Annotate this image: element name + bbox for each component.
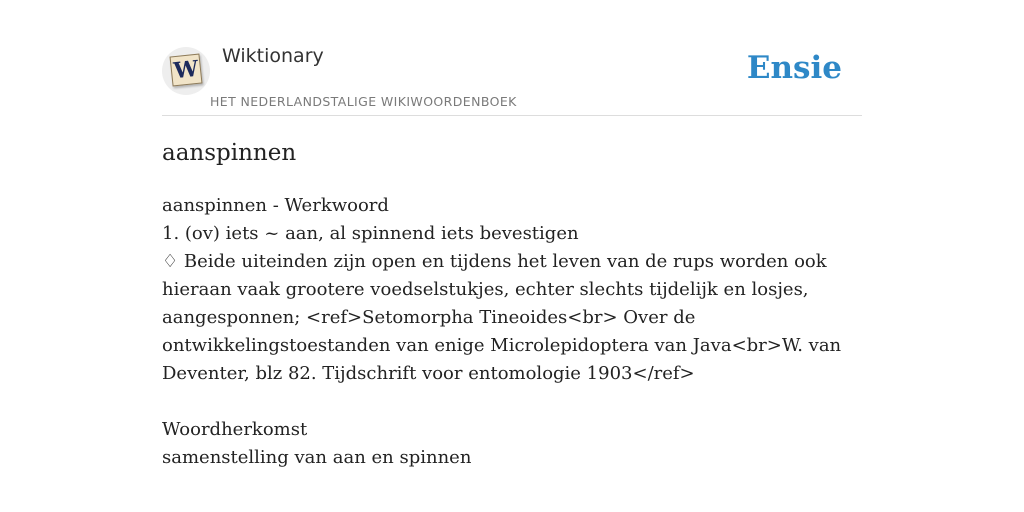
wiktionary-logo[interactable] — [162, 47, 210, 95]
ensie-brand-link[interactable]: Ensie — [746, 50, 842, 86]
site-tagline: HET NEDERLANDSTALIGE WIKIWOORDENBOEK — [210, 94, 517, 109]
site-header — [162, 0, 862, 116]
example-quote: ♢ Beide uiteinden zijn open en tijdens het leven van de rups worden ook hieraan vaak grootere voedselstukjes, echter slechts tijdelijk en losjes, aangesponnen; <ref>Setomorpha Tineoides<br> Over de ontwikkelingstoestanden van enige Microlepidoptera van Java<br>W. van Deventer, blz 82. Tijdschrift voor entomologie 1903</ref> — [162, 251, 842, 384]
page — [162, 0, 862, 512]
site-name[interactable]: Wiktionary — [222, 45, 324, 67]
wiktionary-logo-icon: W — [170, 54, 203, 87]
entry-content — [162, 192, 862, 472]
page-title: aanspinnen — [162, 140, 297, 166]
etymology-text: samenstelling van aan en spinnen — [162, 447, 472, 468]
spacer — [162, 388, 862, 416]
etymology-heading: Woordherkomst — [162, 419, 308, 440]
word-type-line: aanspinnen - Werkwoord — [162, 195, 389, 216]
definition-line: 1. (ov) iets ~ aan, al spinnend iets bevestigen — [162, 223, 579, 244]
